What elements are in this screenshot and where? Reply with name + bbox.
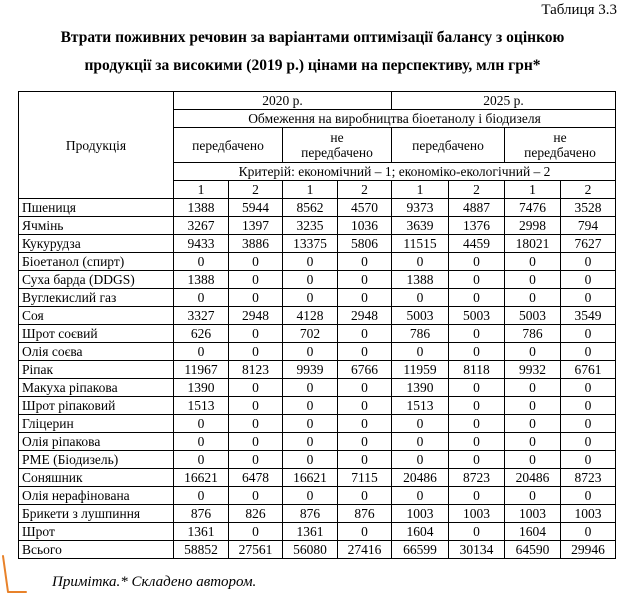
- table-cell: 29946: [561, 541, 616, 559]
- table-cell: 0: [229, 433, 283, 451]
- table-cell: 0: [283, 379, 338, 397]
- table-cell: 0: [392, 433, 449, 451]
- table-cell: 0: [338, 433, 392, 451]
- table-cell: 0: [338, 487, 392, 505]
- table-cell: 0: [392, 451, 449, 469]
- table-row: [19, 505, 616, 523]
- table-cell: 0: [229, 325, 283, 343]
- table-note: Примітка.* Складено автором.: [52, 574, 257, 590]
- table-cell: 3886: [229, 235, 283, 253]
- table-cell: 0: [338, 289, 392, 307]
- table-cell: 3549: [561, 307, 616, 325]
- table-row: [19, 523, 616, 541]
- table-row: [19, 541, 616, 559]
- row-label: Пшениця: [19, 199, 174, 217]
- table-cell: 0: [449, 415, 505, 433]
- table-cell: 0: [561, 325, 616, 343]
- table-row: [19, 451, 616, 469]
- table-cell: 0: [338, 379, 392, 397]
- table-cell: 1604: [392, 523, 449, 541]
- row-label: Олія соєва: [19, 343, 174, 361]
- table-cell: 786: [505, 325, 561, 343]
- not-provided-line-1: не: [330, 130, 344, 145]
- row-label: Ячмінь: [19, 217, 174, 235]
- table-cell: 7476: [505, 199, 561, 217]
- table-cell: 0: [505, 343, 561, 361]
- table-cell: 0: [229, 379, 283, 397]
- table-cell: 1390: [174, 379, 229, 397]
- table-cell: 0: [505, 271, 561, 289]
- table-cell: 0: [449, 397, 505, 415]
- table-cell: 0: [229, 415, 283, 433]
- table-title: [0, 24, 625, 80]
- table-cell: 1003: [561, 505, 616, 523]
- table-cell: 8723: [449, 469, 505, 487]
- table-cell: 0: [283, 397, 338, 415]
- table-row: [19, 379, 616, 397]
- table-cell: 11967: [174, 361, 229, 379]
- table-cell: 0: [505, 451, 561, 469]
- table-row: [19, 217, 616, 235]
- table-cell: 876: [338, 505, 392, 523]
- table-cell: 0: [174, 343, 229, 361]
- table-row: [19, 487, 616, 505]
- table-cell: 16621: [283, 469, 338, 487]
- table-cell: 64590: [505, 541, 561, 559]
- table-cell: 0: [449, 343, 505, 361]
- header-provided-2025: передбачено: [392, 128, 505, 163]
- table-cell: 6761: [561, 361, 616, 379]
- table-cell: 0: [505, 379, 561, 397]
- table-row: [19, 271, 616, 289]
- header-product: Продукція: [19, 92, 174, 199]
- table-cell: 0: [174, 487, 229, 505]
- table-cell: 0: [174, 433, 229, 451]
- table-row: [19, 469, 616, 487]
- table-cell: 0: [229, 289, 283, 307]
- table-cell: 3528: [561, 199, 616, 217]
- table-cell: 0: [561, 271, 616, 289]
- table-cell: 5003: [392, 307, 449, 325]
- row-label: Шрот ріпаковий: [19, 397, 174, 415]
- table-cell: 1390: [392, 379, 449, 397]
- row-label: Біоетанол (спирт): [19, 253, 174, 271]
- table-cell: 9932: [505, 361, 561, 379]
- table-cell: 5806: [338, 235, 392, 253]
- row-label: Соняшник: [19, 469, 174, 487]
- table-cell: 30134: [449, 541, 505, 559]
- table-cell: 0: [561, 397, 616, 415]
- table-cell: 794: [561, 217, 616, 235]
- table-cell: 0: [174, 415, 229, 433]
- header-not-provided-2025: [505, 128, 616, 163]
- table-cell: 0: [561, 523, 616, 541]
- table-cell: 1388: [174, 271, 229, 289]
- table-cell: 0: [561, 379, 616, 397]
- table-cell: 0: [338, 523, 392, 541]
- table-cell: 2998: [505, 217, 561, 235]
- table-cell: 0: [505, 433, 561, 451]
- table-cell: 1397: [229, 217, 283, 235]
- table-cell: 3267: [174, 217, 229, 235]
- table-cell: 1361: [174, 523, 229, 541]
- table-cell: 4887: [449, 199, 505, 217]
- header-year-2020: 2020 р.: [174, 92, 392, 110]
- table-cell: 27416: [338, 541, 392, 559]
- table-cell: 0: [229, 487, 283, 505]
- row-label: Суха барда (DDGS): [19, 271, 174, 289]
- header-restriction: Обмеження на виробництва біоетанолу і біодизеля: [174, 110, 616, 128]
- table-cell: 0: [338, 397, 392, 415]
- not-provided-line-2: передбачено: [301, 145, 373, 160]
- table-row: [19, 415, 616, 433]
- row-label: Соя: [19, 307, 174, 325]
- table-row: [19, 289, 616, 307]
- table-cell: 0: [505, 487, 561, 505]
- table-cell: 0: [283, 415, 338, 433]
- table-cell: 5944: [229, 199, 283, 217]
- table-cell: 11959: [392, 361, 449, 379]
- table-cell: 0: [561, 415, 616, 433]
- table-cell: 8118: [449, 361, 505, 379]
- table-cell: 6766: [338, 361, 392, 379]
- table-row: [19, 343, 616, 361]
- table-cell: 1003: [449, 505, 505, 523]
- table-cell: 0: [229, 451, 283, 469]
- row-label: Вуглекислий газ: [19, 289, 174, 307]
- table-cell: 8562: [283, 199, 338, 217]
- row-label: Шрот: [19, 523, 174, 541]
- not-provided-line-2: передбачено: [524, 145, 596, 160]
- table-cell: 1604: [505, 523, 561, 541]
- table-cell: 3235: [283, 217, 338, 235]
- table-cell: 0: [229, 343, 283, 361]
- table-cell: 9433: [174, 235, 229, 253]
- row-label: Олія нерафінована: [19, 487, 174, 505]
- table-row: [19, 397, 616, 415]
- table-cell: 626: [174, 325, 229, 343]
- criteria-code: 1: [283, 181, 338, 199]
- table-cell: 1513: [392, 397, 449, 415]
- table-row: [19, 235, 616, 253]
- table-cell: 0: [283, 343, 338, 361]
- row-label: Олія ріпакова: [19, 433, 174, 451]
- table-cell: 1036: [338, 217, 392, 235]
- header-criteria: Критерій: економічний – 1; економіко-екологічний – 2: [174, 163, 616, 181]
- table-cell: 0: [505, 397, 561, 415]
- table-cell: 1388: [392, 271, 449, 289]
- table-row: [19, 253, 616, 271]
- table-row: [19, 361, 616, 379]
- table-cell: 13375: [283, 235, 338, 253]
- table-cell: 0: [449, 289, 505, 307]
- row-label: Гліцерин: [19, 415, 174, 433]
- table-cell: 826: [229, 505, 283, 523]
- table-cell: 0: [338, 343, 392, 361]
- table-cell: 0: [561, 451, 616, 469]
- table-cell: 3327: [174, 307, 229, 325]
- table-cell: 0: [561, 433, 616, 451]
- table-cell: 8723: [561, 469, 616, 487]
- row-label: РМЕ (Біодизель): [19, 451, 174, 469]
- table-cell: 876: [283, 505, 338, 523]
- table-cell: 1003: [392, 505, 449, 523]
- table-cell: 0: [338, 253, 392, 271]
- table-cell: 786: [392, 325, 449, 343]
- table-cell: 0: [505, 289, 561, 307]
- table-cell: 0: [338, 325, 392, 343]
- row-label: Всього: [19, 541, 174, 559]
- table-cell: 3639: [392, 217, 449, 235]
- table-cell: 0: [392, 415, 449, 433]
- table-cell: 0: [174, 253, 229, 271]
- table-cell: 0: [392, 289, 449, 307]
- table-cell: 0: [449, 451, 505, 469]
- criteria-code: 2: [449, 181, 505, 199]
- table-cell: 7115: [338, 469, 392, 487]
- table-body: [19, 199, 616, 559]
- table-cell: 1388: [174, 199, 229, 217]
- table-cell: 0: [283, 487, 338, 505]
- table-cell: 0: [338, 451, 392, 469]
- table-cell: 27561: [229, 541, 283, 559]
- table-cell: 0: [449, 433, 505, 451]
- criteria-code: 2: [229, 181, 283, 199]
- table-cell: 2948: [229, 307, 283, 325]
- table-cell: 0: [561, 343, 616, 361]
- row-label: Кукурудза: [19, 235, 174, 253]
- table-cell: 0: [505, 253, 561, 271]
- table-cell: 4570: [338, 199, 392, 217]
- table-cell: 7627: [561, 235, 616, 253]
- table-cell: 0: [338, 271, 392, 289]
- table-cell: 0: [392, 253, 449, 271]
- table-cell: 9373: [392, 199, 449, 217]
- criteria-code: 1: [392, 181, 449, 199]
- title-line-1: Втрати поживних речовин за варіантами оптимізації балансу з оцінкою: [60, 29, 565, 46]
- table-cell: 0: [338, 415, 392, 433]
- table-cell: 0: [174, 289, 229, 307]
- table-cell: 4459: [449, 235, 505, 253]
- table-cell: 0: [561, 253, 616, 271]
- table-cell: 876: [174, 505, 229, 523]
- criteria-code: 1: [505, 181, 561, 199]
- table-row: [19, 325, 616, 343]
- not-provided-line-1: не: [553, 130, 567, 145]
- table-cell: 0: [449, 253, 505, 271]
- table-cell: 0: [449, 271, 505, 289]
- table-cell: 1376: [449, 217, 505, 235]
- table-cell: 56080: [283, 541, 338, 559]
- table-cell: 58852: [174, 541, 229, 559]
- table-cell: 8123: [229, 361, 283, 379]
- table-cell: 16621: [174, 469, 229, 487]
- title-line-2: продукції за високими (2019 р.) цінами на перспективу, млн грн*: [84, 57, 541, 74]
- table-cell: 20486: [392, 469, 449, 487]
- header-not-provided-2020: [283, 128, 392, 163]
- table-cell: 0: [283, 451, 338, 469]
- table-cell: 0: [229, 397, 283, 415]
- row-label: Брикети з лушпиння: [19, 505, 174, 523]
- row-label: Ріпак: [19, 361, 174, 379]
- table-cell: 5003: [505, 307, 561, 325]
- table-cell: 4128: [283, 307, 338, 325]
- table-cell: 0: [174, 451, 229, 469]
- data-table: [18, 91, 616, 559]
- row-label: Макуха ріпакова: [19, 379, 174, 397]
- table-cell: 0: [392, 343, 449, 361]
- table-cell: 0: [229, 271, 283, 289]
- table-cell: 0: [229, 253, 283, 271]
- criteria-code: 1: [174, 181, 229, 199]
- table-cell: 702: [283, 325, 338, 343]
- table-cell: 0: [561, 487, 616, 505]
- table-cell: 0: [229, 523, 283, 541]
- table-cell: 0: [392, 487, 449, 505]
- table-cell: 2948: [338, 307, 392, 325]
- table-cell: 0: [449, 487, 505, 505]
- header-year-2025: 2025 р.: [392, 92, 616, 110]
- table-cell: 0: [283, 253, 338, 271]
- table-cell: 18021: [505, 235, 561, 253]
- table-cell: 1361: [283, 523, 338, 541]
- corner-arrow-icon: [0, 552, 30, 597]
- table-cell: 66599: [392, 541, 449, 559]
- table-row: [19, 307, 616, 325]
- table-cell: 0: [283, 271, 338, 289]
- table-cell: 0: [449, 325, 505, 343]
- table-cell: 1003: [505, 505, 561, 523]
- table-cell: 6478: [229, 469, 283, 487]
- table-cell: 0: [505, 415, 561, 433]
- table-row: [19, 433, 616, 451]
- table-row: [19, 199, 616, 217]
- table-cell: 1513: [174, 397, 229, 415]
- table-cell: 0: [449, 379, 505, 397]
- table-cell: 9939: [283, 361, 338, 379]
- table-cell: 11515: [392, 235, 449, 253]
- criteria-code: 2: [338, 181, 392, 199]
- table-number: Таблиця 3.3: [541, 2, 617, 18]
- row-label: Шрот соєвий: [19, 325, 174, 343]
- criteria-code: 2: [561, 181, 616, 199]
- table-header: [19, 92, 616, 199]
- table-cell: 5003: [449, 307, 505, 325]
- table-cell: 0: [561, 289, 616, 307]
- table-cell: 20486: [505, 469, 561, 487]
- table-cell: 0: [283, 433, 338, 451]
- table-cell: 0: [283, 289, 338, 307]
- table-cell: 0: [449, 523, 505, 541]
- header-provided-2020: передбачено: [174, 128, 283, 163]
